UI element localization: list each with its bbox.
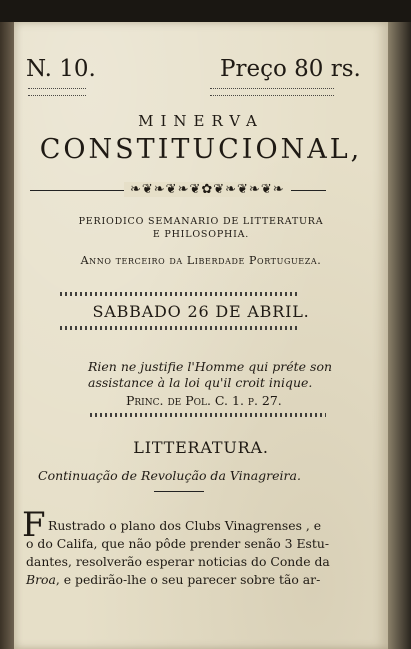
body-line4 [26, 572, 320, 587]
section-heading: LITTERATURA. [133, 438, 269, 457]
issue-price: Preço 80 rs. [220, 56, 361, 82]
newspaper-page [14, 22, 388, 649]
issue-date: SABBADO 26 DE ABRIL. [92, 302, 310, 321]
year-line: Anno terceiro da Liberdade Portugueza. [80, 254, 322, 267]
drop-cap: F [22, 505, 46, 545]
section-subheading: Continuação de Revolução da Vinagreira. [38, 468, 301, 483]
leaf-ornament-icon: ❧❦❧❦❧❦✿❦❧❦❧❦❧ [124, 182, 291, 197]
body-line1: Rustrado o plano dos Clubs Vinagrenses , e [48, 518, 322, 533]
body-line4-rest: , e pedirão-lhe o seu parecer sobre tão ar- [55, 572, 321, 587]
epigraph-line1: Rien ne justifie l'Homme qui préte son [88, 359, 333, 374]
body-line4-italic: Broa [26, 572, 56, 587]
divider-epigraph [90, 413, 326, 417]
epigraph-line2: assistance à la loi qu'il croit inique. [88, 375, 313, 390]
divider-bottom [60, 326, 298, 330]
epigraph-citation: Princ. de Pol. C. 1. p. 27. [126, 393, 282, 408]
issue-number: N. 10. [26, 56, 96, 82]
body-line3: dantes, resolverão esperar noticias do Conde da [26, 554, 330, 569]
page-edge [388, 22, 411, 649]
masthead-title: CONSTITUCIONAL, [39, 134, 363, 165]
subtitle-line2: E PHILOSOPHIA. [152, 229, 250, 240]
divider-top [60, 292, 298, 296]
body-line2: o do Califa, que não pôde prender senão 3 Estu- [26, 536, 330, 551]
ornament-wave-left [28, 88, 86, 96]
short-rule [154, 491, 204, 492]
masthead-kicker: MINERVA [138, 112, 264, 130]
book-binding [0, 22, 14, 649]
subtitle-line1: PERIODICO SEMANARIO DE LITTERATURA [78, 216, 324, 227]
ornament-wave-right [210, 88, 334, 96]
